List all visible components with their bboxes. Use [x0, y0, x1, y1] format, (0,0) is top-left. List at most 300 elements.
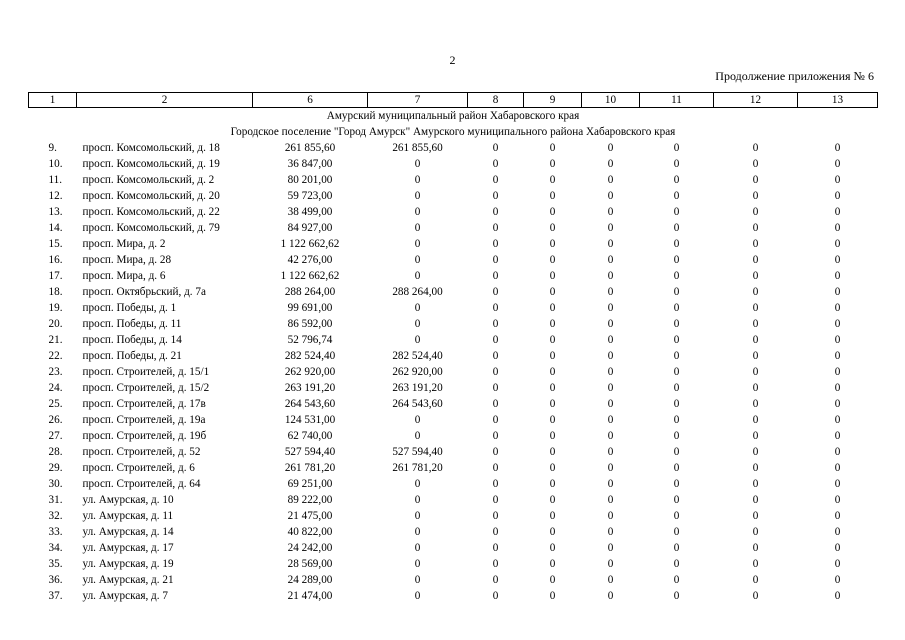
cell-c12: 0	[752, 558, 759, 570]
cell-c8: 0	[492, 142, 499, 154]
cell-c6: 21 475,00	[287, 510, 333, 522]
section-settlement: Городское поселение "Город Амурск" Амурского муниципального района Хабаровского края	[230, 126, 676, 138]
cell-c6: 80 201,00	[287, 174, 333, 186]
cell-addr: просп. Мира, д. 6	[82, 270, 166, 282]
cell-c9: 0	[549, 238, 556, 250]
cell-c6: 282 524,40	[284, 350, 336, 362]
cell-c7: 288 264,00	[392, 286, 443, 298]
cell-addr: просп. Строителей, д. 19а	[82, 414, 206, 426]
cell-addr: просп. Строителей, д. 64	[82, 478, 201, 490]
cell-c6: 1 122 662,62	[280, 238, 340, 250]
cell-c11: 0	[673, 446, 680, 458]
cell-c6: 264 543,60	[284, 398, 336, 410]
cell-c12: 0	[752, 478, 759, 490]
cell-c11: 0	[673, 190, 680, 202]
col-header: 10	[582, 93, 640, 108]
cell-c7: 282 524,40	[392, 350, 443, 362]
cell-c13: 0	[834, 430, 841, 442]
table-row	[29, 268, 878, 284]
cell-c7: 0	[414, 254, 421, 266]
cell-c9: 0	[549, 574, 556, 586]
cell-c8: 0	[492, 542, 499, 554]
cell-c7: 0	[414, 190, 421, 202]
cell-c10: 0	[607, 558, 614, 570]
cell-c11: 0	[673, 510, 680, 522]
cell-c12: 0	[752, 238, 759, 250]
cell-c8: 0	[492, 430, 499, 442]
cell-c10: 0	[607, 174, 614, 186]
cell-c7: 0	[414, 526, 421, 538]
cell-addr: ул. Амурская, д. 10	[82, 494, 174, 506]
cell-c10: 0	[607, 334, 614, 346]
cell-c12: 0	[752, 206, 759, 218]
cell-c7: 0	[414, 414, 421, 426]
cell-c11: 0	[673, 366, 680, 378]
cell-addr: просп. Победы, д. 11	[82, 318, 182, 330]
cell-addr: просп. Мира, д. 2	[82, 238, 166, 250]
cell-c12: 0	[752, 174, 759, 186]
cell-c11: 0	[673, 494, 680, 506]
cell-addr: ул. Амурская, д. 14	[82, 526, 174, 538]
table-row	[29, 140, 878, 156]
cell-c7: 0	[414, 334, 421, 346]
table-row	[29, 156, 878, 172]
cell-c13: 0	[834, 318, 841, 330]
cell-c9: 0	[549, 414, 556, 426]
cell-c10: 0	[607, 494, 614, 506]
table-row	[29, 236, 878, 252]
cell-c11: 0	[673, 398, 680, 410]
cell-c12: 0	[752, 510, 759, 522]
cell-addr: просп. Комсомольский, д. 20	[82, 190, 220, 202]
cell-n: 37.	[48, 590, 63, 602]
cell-c13: 0	[834, 382, 841, 394]
cell-c11: 0	[673, 238, 680, 250]
cell-c13: 0	[834, 302, 841, 314]
cell-c10: 0	[607, 446, 614, 458]
cell-c6: 24 289,00	[287, 574, 333, 586]
cell-c11: 0	[673, 174, 680, 186]
cell-c11: 0	[673, 574, 680, 586]
cell-c11: 0	[673, 142, 680, 154]
cell-c9: 0	[549, 222, 556, 234]
cell-c6: 62 740,00	[287, 430, 333, 442]
cell-c12: 0	[752, 366, 759, 378]
cell-c10: 0	[607, 590, 614, 602]
cell-c8: 0	[492, 222, 499, 234]
cell-c9: 0	[549, 334, 556, 346]
cell-c13: 0	[834, 398, 841, 410]
cell-c8: 0	[492, 414, 499, 426]
cell-addr: просп. Комсомольский, д. 79	[82, 222, 220, 234]
table-row	[29, 220, 878, 236]
table-row	[29, 364, 878, 380]
cell-n: 12.	[48, 190, 63, 202]
cell-n: 18.	[48, 286, 63, 298]
cell-c13: 0	[834, 542, 841, 554]
cell-c9: 0	[549, 190, 556, 202]
cell-c10: 0	[607, 366, 614, 378]
cell-addr: ул. Амурская, д. 7	[82, 590, 168, 602]
cell-c11: 0	[673, 350, 680, 362]
cell-n: 24.	[48, 382, 63, 394]
cell-c13: 0	[834, 190, 841, 202]
cell-c7: 261 855,60	[392, 142, 443, 154]
cell-c13: 0	[834, 510, 841, 522]
cell-c10: 0	[607, 398, 614, 410]
cell-addr: просп. Строителей, д. 17в	[82, 398, 206, 410]
cell-c7: 264 543,60	[392, 398, 443, 410]
cell-n: 31.	[48, 494, 63, 506]
cell-c8: 0	[492, 350, 499, 362]
cell-c8: 0	[492, 158, 499, 170]
cell-c11: 0	[673, 558, 680, 570]
cell-c7: 0	[414, 510, 421, 522]
cell-c12: 0	[752, 542, 759, 554]
cell-c6: 261 781,20	[284, 462, 336, 474]
cell-c12: 0	[752, 286, 759, 298]
cell-c10: 0	[607, 462, 614, 474]
cell-c12: 0	[752, 142, 759, 154]
cell-c13: 0	[834, 174, 841, 186]
table-row	[29, 284, 878, 300]
cell-c12: 0	[752, 382, 759, 394]
section-region: Амурский муниципальный район Хабаровского края	[326, 110, 580, 122]
table-row	[29, 204, 878, 220]
cell-c13: 0	[834, 478, 841, 490]
cell-c11: 0	[673, 430, 680, 442]
cell-c12: 0	[752, 318, 759, 330]
cell-c13: 0	[834, 206, 841, 218]
cell-c7: 0	[414, 222, 421, 234]
cell-c6: 527 594,40	[284, 446, 336, 458]
table-row	[29, 300, 878, 316]
cell-c11: 0	[673, 526, 680, 538]
cell-n: 17.	[48, 270, 63, 282]
cell-c11: 0	[673, 302, 680, 314]
cell-c13: 0	[834, 334, 841, 346]
cell-c13: 0	[834, 222, 841, 234]
cell-c9: 0	[549, 318, 556, 330]
cell-addr: ул. Амурская, д. 21	[82, 574, 174, 586]
cell-c12: 0	[752, 574, 759, 586]
cell-n: 30.	[48, 478, 63, 490]
data-table	[28, 92, 878, 604]
cell-c13: 0	[834, 158, 841, 170]
cell-addr: ул. Амурская, д. 11	[82, 510, 174, 522]
cell-c10: 0	[607, 510, 614, 522]
cell-c6: 42 276,00	[287, 254, 333, 266]
cell-c7: 0	[414, 478, 421, 490]
cell-c9: 0	[549, 254, 556, 266]
cell-c9: 0	[549, 446, 556, 458]
cell-c10: 0	[607, 350, 614, 362]
cell-n: 28.	[48, 446, 63, 458]
cell-c12: 0	[752, 254, 759, 266]
cell-n: 25.	[48, 398, 63, 410]
cell-n: 26.	[48, 414, 63, 426]
cell-c10: 0	[607, 238, 614, 250]
col-header: 2	[77, 93, 253, 108]
col-header: 11	[640, 93, 714, 108]
cell-c10: 0	[607, 142, 614, 154]
cell-c13: 0	[834, 590, 841, 602]
cell-c6: 52 796,74	[287, 334, 333, 346]
col-header: 8	[468, 93, 524, 108]
cell-addr: просп. Строителей, д. 15/1	[82, 366, 210, 378]
cell-c6: 38 499,00	[287, 206, 333, 218]
cell-c9: 0	[549, 206, 556, 218]
cell-addr: просп. Мира, д. 28	[82, 254, 172, 266]
table-row	[29, 508, 878, 524]
cell-c12: 0	[752, 302, 759, 314]
cell-c10: 0	[607, 574, 614, 586]
cell-c7: 0	[414, 558, 421, 570]
cell-c13: 0	[834, 238, 841, 250]
cell-c13: 0	[834, 286, 841, 298]
cell-n: 16.	[48, 254, 63, 266]
cell-addr: просп. Строителей, д. 15/2	[82, 382, 210, 394]
cell-n: 36.	[48, 574, 63, 586]
cell-c13: 0	[834, 366, 841, 378]
cell-c6: 84 927,00	[287, 222, 333, 234]
cell-c9: 0	[549, 270, 556, 282]
cell-n: 15.	[48, 238, 63, 250]
cell-n: 27.	[48, 430, 63, 442]
cell-c8: 0	[492, 510, 499, 522]
cell-c7: 0	[414, 494, 421, 506]
cell-c13: 0	[834, 574, 841, 586]
cell-c12: 0	[752, 590, 759, 602]
cell-c6: 124 531,00	[284, 414, 336, 426]
cell-c11: 0	[673, 414, 680, 426]
cell-c8: 0	[492, 398, 499, 410]
cell-c10: 0	[607, 206, 614, 218]
cell-c10: 0	[607, 270, 614, 282]
cell-n: 11.	[48, 174, 63, 186]
col-header: 1	[29, 93, 77, 108]
cell-c9: 0	[549, 542, 556, 554]
cell-c12: 0	[752, 398, 759, 410]
cell-c8: 0	[492, 254, 499, 266]
cell-c12: 0	[752, 446, 759, 458]
cell-c8: 0	[492, 526, 499, 538]
cell-c8: 0	[492, 494, 499, 506]
table-row	[29, 348, 878, 364]
cell-addr: просп. Строителей, д. 6	[82, 462, 195, 474]
table-row	[29, 572, 878, 588]
cell-c6: 40 822,00	[287, 526, 333, 538]
cell-c12: 0	[752, 334, 759, 346]
cell-c7: 0	[414, 270, 421, 282]
cell-c7: 261 781,20	[392, 462, 443, 474]
cell-n: 33.	[48, 526, 63, 538]
cell-c9: 0	[549, 462, 556, 474]
cell-c9: 0	[549, 382, 556, 394]
col-header: 13	[798, 93, 878, 108]
cell-c8: 0	[492, 574, 499, 586]
cell-addr: ул. Амурская, д. 17	[82, 542, 174, 554]
cell-c11: 0	[673, 206, 680, 218]
cell-c13: 0	[834, 142, 841, 154]
cell-c12: 0	[752, 350, 759, 362]
cell-c10: 0	[607, 542, 614, 554]
cell-addr: ул. Амурская, д. 19	[82, 558, 174, 570]
table-row	[29, 412, 878, 428]
cell-c11: 0	[673, 542, 680, 554]
col-header: 6	[253, 93, 368, 108]
cell-c6: 86 592,00	[287, 318, 333, 330]
cell-c11: 0	[673, 158, 680, 170]
cell-c8: 0	[492, 174, 499, 186]
table-row	[29, 396, 878, 412]
table-row	[29, 316, 878, 332]
cell-c7: 0	[414, 430, 421, 442]
cell-c6: 21 474,00	[287, 590, 333, 602]
cell-addr: просп. Комсомольский, д. 19	[82, 158, 220, 170]
col-header: 12	[714, 93, 798, 108]
cell-c9: 0	[549, 558, 556, 570]
cell-c10: 0	[607, 190, 614, 202]
table-row	[29, 588, 878, 604]
continuation-note: Продолжение приложения № 6	[715, 69, 874, 83]
cell-c6: 24 242,00	[287, 542, 333, 554]
cell-c7: 0	[414, 318, 421, 330]
cell-c12: 0	[752, 190, 759, 202]
cell-addr: просп. Комсомольский, д. 22	[82, 206, 220, 218]
cell-c10: 0	[607, 318, 614, 330]
cell-c13: 0	[834, 526, 841, 538]
cell-c6: 288 264,00	[284, 286, 336, 298]
cell-c13: 0	[834, 414, 841, 426]
cell-c8: 0	[492, 286, 499, 298]
cell-c11: 0	[673, 478, 680, 490]
cell-c9: 0	[549, 366, 556, 378]
cell-c10: 0	[607, 526, 614, 538]
section-row	[29, 108, 878, 125]
cell-c6: 89 222,00	[287, 494, 333, 506]
cell-c6: 36 847,00	[287, 158, 333, 170]
cell-c8: 0	[492, 206, 499, 218]
cell-c13: 0	[834, 494, 841, 506]
cell-addr: просп. Октябрьский, д. 7а	[82, 286, 206, 298]
cell-c11: 0	[673, 382, 680, 394]
cell-c7: 0	[414, 158, 421, 170]
cell-addr: просп. Победы, д. 1	[82, 302, 177, 314]
cell-addr: просп. Строителей, д. 52	[82, 446, 201, 458]
cell-c7: 0	[414, 302, 421, 314]
table-row	[29, 540, 878, 556]
cell-addr: просп. Строителей, д. 19б	[82, 430, 207, 442]
table-row	[29, 252, 878, 268]
cell-c9: 0	[549, 174, 556, 186]
cell-c11: 0	[673, 286, 680, 298]
table-row	[29, 428, 878, 444]
table-row	[29, 524, 878, 540]
cell-c13: 0	[834, 462, 841, 474]
cell-c11: 0	[673, 254, 680, 266]
cell-c8: 0	[492, 334, 499, 346]
table-row	[29, 444, 878, 460]
cell-n: 29.	[48, 462, 63, 474]
cell-c12: 0	[752, 158, 759, 170]
cell-c8: 0	[492, 318, 499, 330]
cell-n: 22.	[48, 350, 63, 362]
cell-c9: 0	[549, 142, 556, 154]
cell-c12: 0	[752, 430, 759, 442]
cell-c10: 0	[607, 414, 614, 426]
cell-c10: 0	[607, 286, 614, 298]
table-row	[29, 332, 878, 348]
cell-n: 34.	[48, 542, 63, 554]
cell-c9: 0	[549, 302, 556, 314]
cell-n: 23.	[48, 366, 63, 378]
cell-c11: 0	[673, 270, 680, 282]
cell-c12: 0	[752, 462, 759, 474]
cell-c10: 0	[607, 382, 614, 394]
cell-c9: 0	[549, 494, 556, 506]
cell-c8: 0	[492, 270, 499, 282]
table-row	[29, 556, 878, 572]
cell-c7: 0	[414, 574, 421, 586]
cell-c9: 0	[549, 158, 556, 170]
cell-n: 20.	[48, 318, 63, 330]
cell-c8: 0	[492, 238, 499, 250]
table-row	[29, 172, 878, 188]
col-header: 7	[368, 93, 468, 108]
cell-c6: 262 920,00	[284, 366, 336, 378]
cell-c12: 0	[752, 270, 759, 282]
cell-c8: 0	[492, 190, 499, 202]
cell-c13: 0	[834, 350, 841, 362]
cell-c10: 0	[607, 302, 614, 314]
cell-c11: 0	[673, 318, 680, 330]
cell-n: 32.	[48, 510, 63, 522]
cell-c11: 0	[673, 222, 680, 234]
cell-c8: 0	[492, 558, 499, 570]
cell-c13: 0	[834, 254, 841, 266]
cell-c9: 0	[549, 526, 556, 538]
cell-addr: просп. Комсомольский, д. 18	[82, 142, 220, 154]
cell-n: 19.	[48, 302, 63, 314]
cell-c6: 1 122 662,62	[280, 270, 340, 282]
cell-c10: 0	[607, 158, 614, 170]
cell-c8: 0	[492, 590, 499, 602]
cell-c12: 0	[752, 526, 759, 538]
cell-c12: 0	[752, 494, 759, 506]
cell-c11: 0	[673, 590, 680, 602]
cell-n: 10.	[48, 158, 63, 170]
cell-c10: 0	[607, 478, 614, 490]
cell-c7: 0	[414, 590, 421, 602]
table-row	[29, 460, 878, 476]
cell-n: 9.	[48, 142, 57, 154]
cell-c6: 28 569,00	[287, 558, 333, 570]
cell-c6: 69 251,00	[287, 478, 333, 490]
col-header: 9	[524, 93, 582, 108]
cell-c11: 0	[673, 462, 680, 474]
header-row	[29, 93, 878, 108]
cell-c7: 527 594,40	[392, 446, 443, 458]
cell-c13: 0	[834, 446, 841, 458]
table-row	[29, 188, 878, 204]
cell-c13: 0	[834, 270, 841, 282]
cell-c9: 0	[549, 286, 556, 298]
cell-n: 35.	[48, 558, 63, 570]
cell-c8: 0	[492, 382, 499, 394]
cell-c6: 261 855,60	[284, 142, 336, 154]
cell-c7: 0	[414, 206, 421, 218]
